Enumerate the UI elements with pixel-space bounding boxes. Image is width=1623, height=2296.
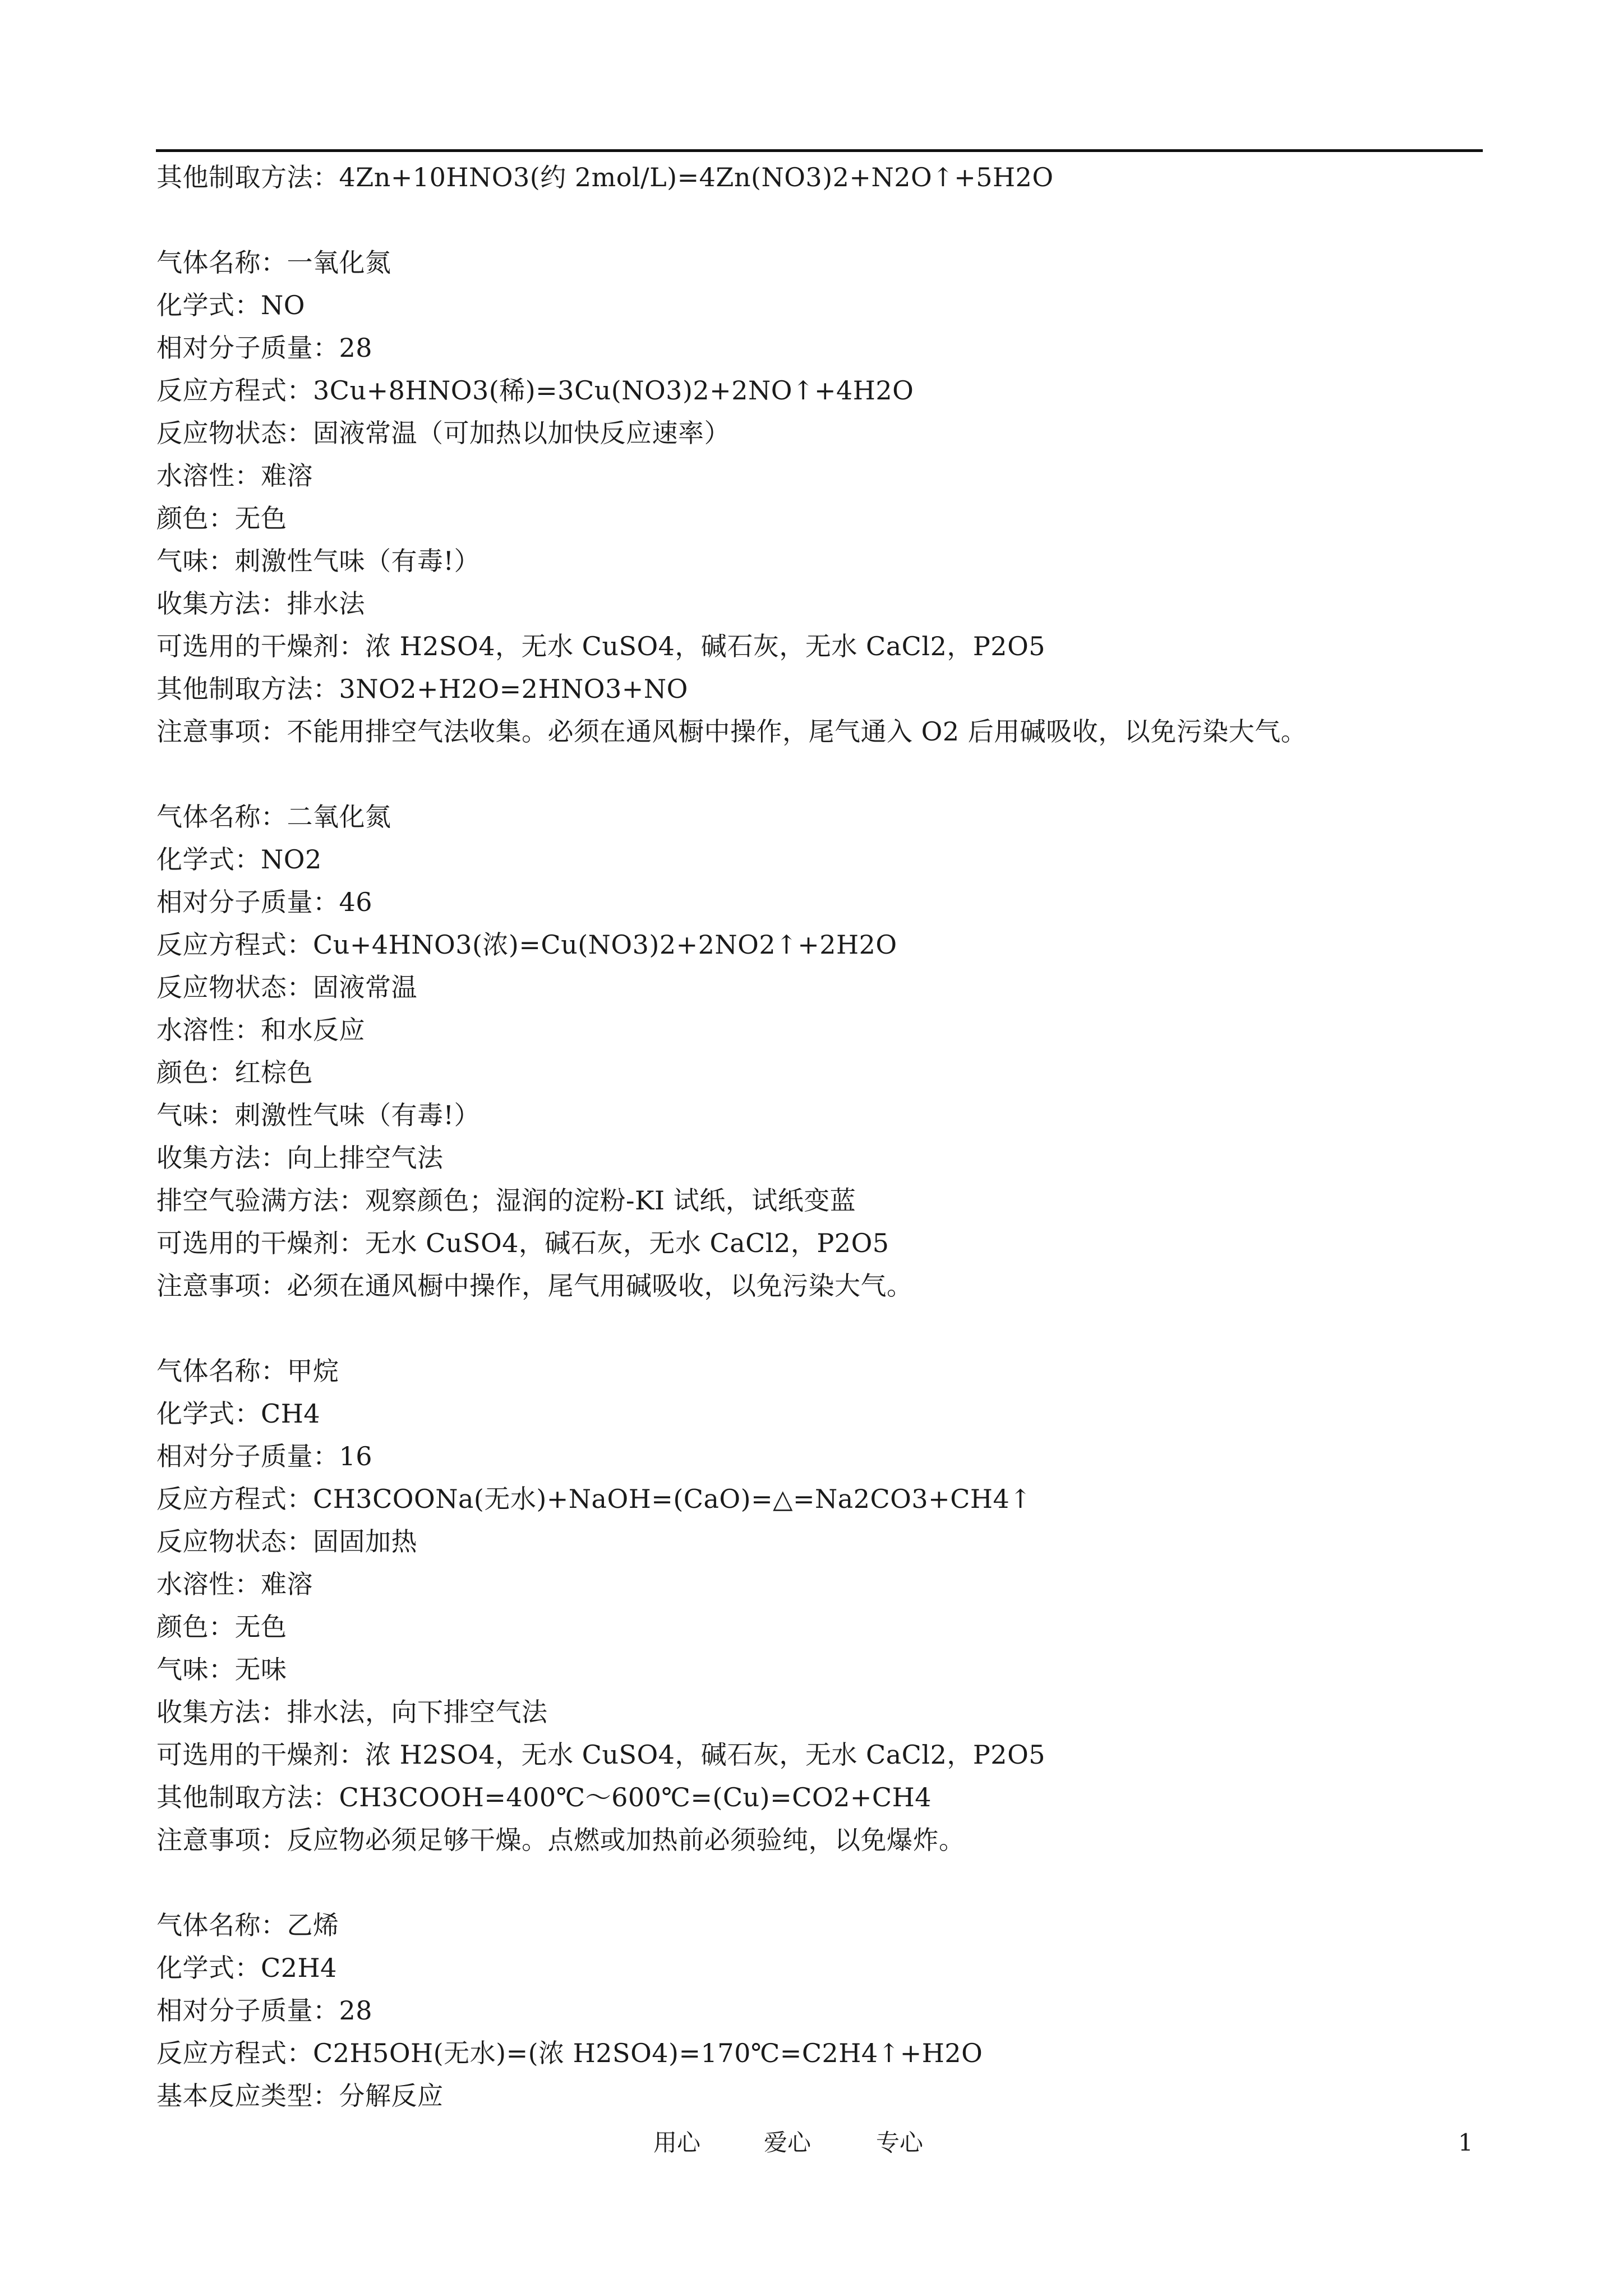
odor-line: 气味：刺激性气味（有毒!） <box>156 1100 480 1130</box>
page-footer <box>0 2126 1623 2160</box>
odor-line: 气味：刺激性气味（有毒!） <box>156 546 480 576</box>
solubility-line: 水溶性：难溶 <box>156 461 313 491</box>
section-gap <box>156 753 1502 795</box>
formula-line: 化学式：NO2 <box>156 844 322 875</box>
color-line: 颜色：无色 <box>156 503 287 533</box>
page-number: 1 <box>1458 2129 1473 2156</box>
header-rule <box>156 149 1483 152</box>
gas-name-line: 气体名称：二氧化氮 <box>156 802 391 832</box>
collection-line: 收集方法：向上排空气法 <box>156 1143 444 1173</box>
molar-mass-line: 相对分子质量：16 <box>156 1441 373 1471</box>
full-check-line: 排空气验满方法：观察颜色；湿润的淀粉-KI 试纸，试纸变蓝 <box>156 1185 856 1216</box>
odor-line: 气味：无味 <box>156 1654 287 1685</box>
intro-line: 其他制取方法：4Zn+10HNO3(约 2mol/L)=4Zn(NO3)2+N2O↑+5H2O <box>156 162 1054 192</box>
footer-motto-word: 爱心 <box>764 2129 811 2156</box>
gas-section-no <box>156 241 1502 753</box>
color-line: 颜色：无色 <box>156 1612 287 1642</box>
section-gap <box>156 1861 1502 1904</box>
color-line: 颜色：红棕色 <box>156 1057 313 1088</box>
molar-mass-line: 相对分子质量：46 <box>156 887 373 917</box>
formula-line: 化学式：NO <box>156 290 305 320</box>
equation-line: 反应方程式：Cu+4HNO3(浓)=Cu(NO3)2+2NO2↑+2H2O <box>156 930 897 960</box>
equation-line: 反应方程式：C2H5OH(无水)=(浓 H2SO4)=170℃=C2H4↑+H2O <box>156 2038 983 2068</box>
other-method-line: 其他制取方法：CH3COOH=400℃～600℃=(Cu)=CO2+CH4 <box>156 1782 932 1812</box>
reaction-type-line: 基本反应类型：分解反应 <box>156 2081 444 2111</box>
notes-line: 注意事项：必须在通风橱中操作，尾气用碱吸收，以免污染大气。 <box>156 1271 913 1301</box>
molar-mass-line: 相对分子质量：28 <box>156 1995 373 2026</box>
equation-line: 反应方程式：3Cu+8HNO3(稀)=3Cu(NO3)2+2NO↑+4H2O <box>156 375 914 406</box>
gas-name-line: 气体名称：一氧化氮 <box>156 247 391 278</box>
gas-section-ch4 <box>156 1350 1502 1861</box>
molar-mass-line: 相对分子质量：28 <box>156 333 373 363</box>
drying-agent-line: 可选用的干燥剂：无水 CuSO4，碱石灰，无水 CaCl2，P2O5 <box>156 1228 889 1258</box>
drying-agent-line: 可选用的干燥剂：浓 H2SO4，无水 CuSO4，碱石灰，无水 CaCl2，P2O5 <box>156 1740 1046 1770</box>
drying-agent-line: 可选用的干燥剂：浓 H2SO4，无水 CuSO4，碱石灰，无水 CaCl2，P2O5 <box>156 631 1046 661</box>
notes-line: 注意事项：不能用排空气法收集。必须在通风橱中操作，尾气通入 O2 后用碱吸收，以免污染大气。 <box>156 716 1307 747</box>
collection-line: 收集方法：排水法，向下排空气法 <box>156 1697 548 1727</box>
section-gap <box>156 1307 1502 1350</box>
formula-line: 化学式：CH4 <box>156 1398 321 1429</box>
document-body <box>156 156 1502 2117</box>
collection-line: 收集方法：排水法 <box>156 588 365 619</box>
solubility-line: 水溶性：难溶 <box>156 1569 313 1599</box>
reactant-state-line: 反应物状态：固液常温（可加热以加快反应速率） <box>156 418 730 448</box>
gas-name-line: 气体名称：甲烷 <box>156 1356 339 1386</box>
reactant-state-line: 反应物状态：固液常温 <box>156 972 417 1002</box>
gas-section-c2h4 <box>156 1904 1502 2117</box>
formula-line: 化学式：C2H4 <box>156 1953 337 1983</box>
gas-section-no2 <box>156 795 1502 1307</box>
gas-name-line: 气体名称：乙烯 <box>156 1910 339 1940</box>
reactant-state-line: 反应物状态：固固加热 <box>156 1526 417 1557</box>
notes-line: 注意事项：反应物必须足够干燥。点燃或加热前必须验纯，以免爆炸。 <box>156 1825 965 1855</box>
section-gap <box>156 199 1502 241</box>
solubility-line: 水溶性：和水反应 <box>156 1015 365 1045</box>
footer-motto-word: 专心 <box>876 2129 924 2156</box>
equation-line: 反应方程式：CH3COONa(无水)+NaOH=(CaO)=△=Na2CO3+CH4↑ <box>156 1484 1032 1514</box>
footer-motto-word: 用心 <box>653 2129 701 2156</box>
other-method-line: 其他制取方法：3NO2+H2O=2HNO3+NO <box>156 674 688 704</box>
